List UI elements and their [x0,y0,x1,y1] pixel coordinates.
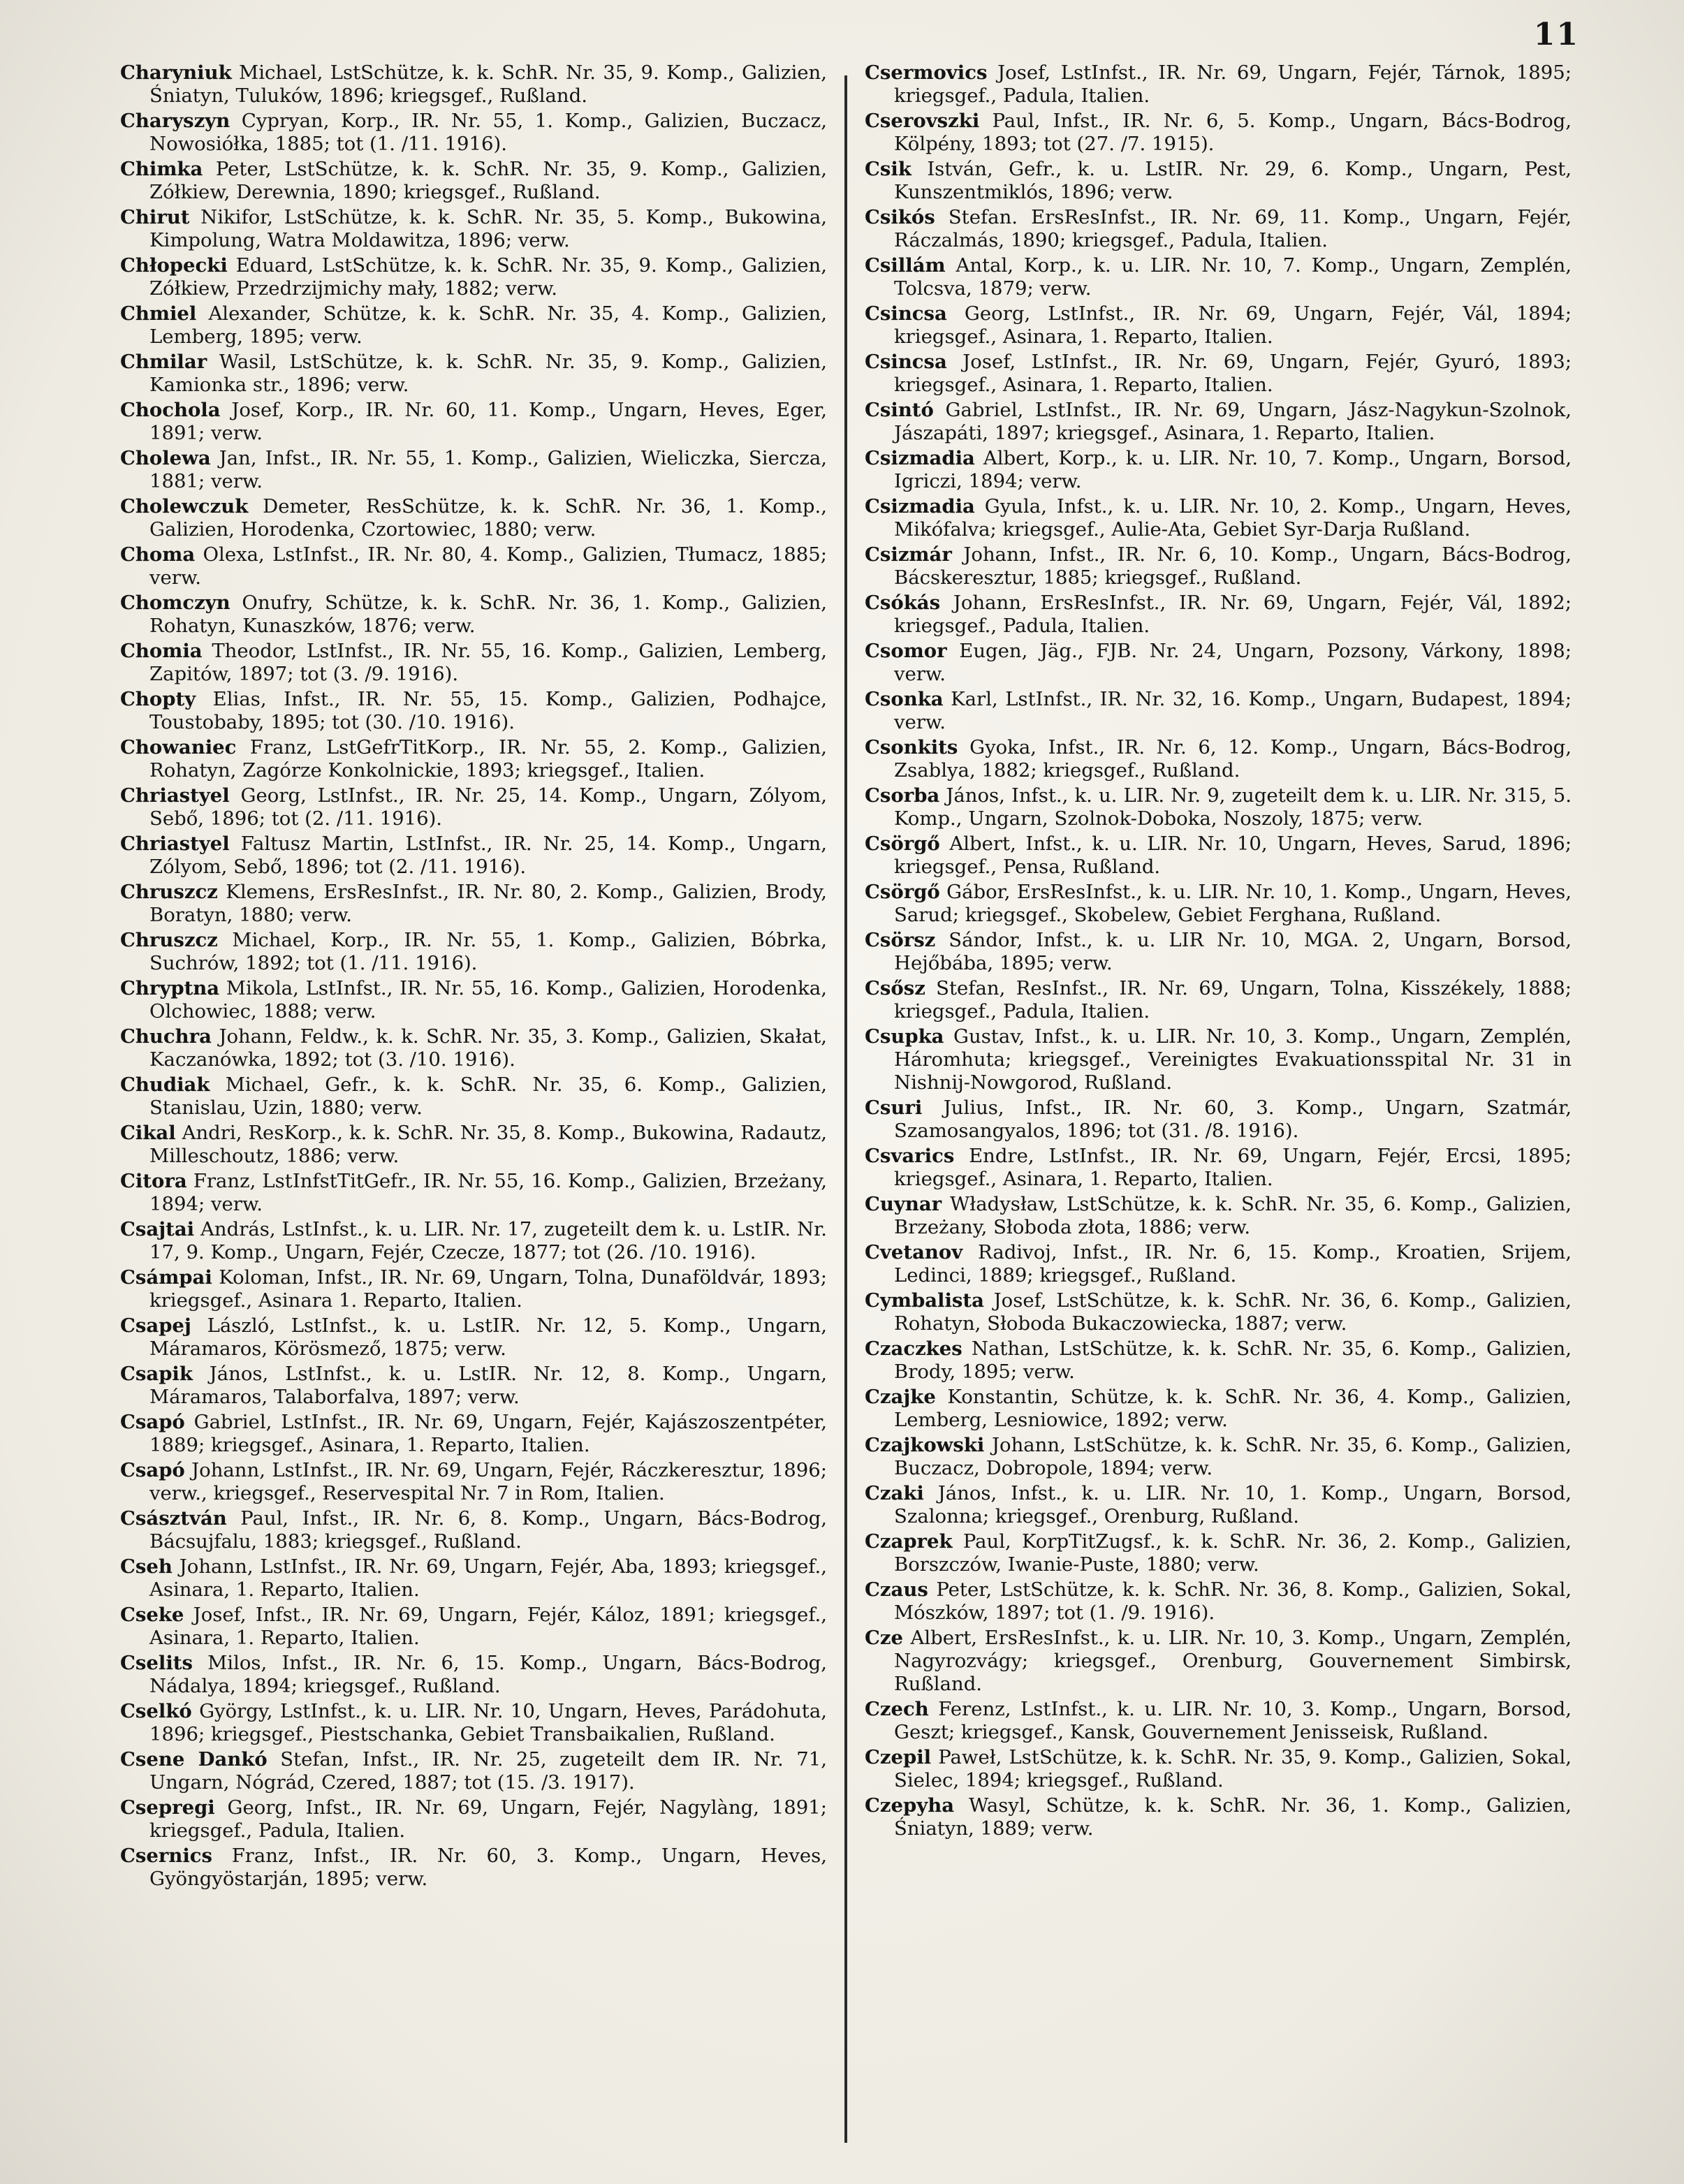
entry-name: Csörgő [865,881,940,903]
list-item [865,929,1572,975]
list-item [865,543,1572,589]
list-item [120,1845,827,1891]
entry-name: Csizmár [865,543,952,566]
list-item [865,640,1572,686]
entry-name: Czaczkes [865,1337,962,1360]
list-item [865,1145,1572,1191]
entry-name: Csapó [120,1411,185,1433]
entry-text: Josef, LstSchütze, k. k. SchR. Nr. 36, 6. Komp., Galizien, Rohatyn, Słoboda Bukaczowiecka, 1887; verw. [894,1289,1572,1335]
entry-name: Csene Dankó [120,1748,268,1771]
list-item [120,881,827,927]
list-item [120,254,827,300]
entry-name: Choma [120,543,196,566]
entry-name: Csupka [865,1025,944,1048]
list-item [120,1796,827,1842]
entry-text: Josef, Korp., IR. Nr. 60, 11. Komp., Ungarn, Heves, Eger, 1891; verw. [149,399,827,444]
entry-text: Gabriel, LstInfst., IR. Nr. 69, Ungarn, Jász-Nagykun-Szolnok, Jászapáti, 1897; kriegsgef., Asinara, 1. Reparto, Italien. [894,399,1572,444]
entry-name: Csepregi [120,1796,215,1819]
list-item [120,1411,827,1457]
entry-text: Antal, Korp., k. u. LIR. Nr. 10, 7. Komp., Ungarn, Zemplén, Tolcsva, 1879; verw. [894,254,1572,300]
entry-text: Franz, LstInfstTitGefr., IR. Nr. 55, 16. Komp., Galizien, Brzeżany, 1894; verw. [149,1170,827,1215]
entry-text: Georg, LstInfst., IR. Nr. 69, Ungarn, Fejér, Vál, 1894; kriegsgef., Asinara, 1. Reparto, Italien. [894,302,1572,348]
entry-text: Cypryan, Korp., IR. Nr. 55, 1. Komp., Galizien, Buczacz, Nowosiółka, 1885; tot (1. /11. 1916). [149,110,827,155]
list-item [865,688,1572,734]
list-item [865,110,1572,156]
entry-name: Cze [865,1627,903,1649]
page-number: 11 [1533,17,1579,52]
list-item [120,206,827,252]
entry-text: Theodor, LstInfst., IR. Nr. 55, 16. Komp., Galizien, Lemberg, Zapitów, 1897; tot (3. /9. 1916). [149,640,827,685]
entry-text: György, LstInfst., k. u. LIR. Nr. 10, Ungarn, Heves, Parádohuta, 1896; kriegsgef., Piestschanka, Gebiet Transbaikalien, Rußland. [149,1700,827,1745]
entry-text: Olexa, LstInfst., IR. Nr. 80, 4. Komp., Galizien, Tłumacz, 1885; verw. [149,543,827,589]
entry-text: Milos, Infst., IR. Nr. 6, 15. Komp., Ungarn, Bács-Bodrog, Nádalya, 1894; kriegsgef., Rußland. [149,1652,827,1697]
list-item [120,1363,827,1409]
entry-name: Csvarics [865,1145,955,1167]
list-item [865,399,1572,445]
list-item [120,447,827,493]
list-item [120,302,827,349]
list-item [865,447,1572,493]
entry-text: Josef, Infst., IR. Nr. 69, Ungarn, Fejér, Káloz, 1891; kriegsgef., Asinara, 1. Reparto, Italien. [149,1604,827,1649]
entry-name: Chryptna [120,977,220,999]
entry-text: Wasil, LstSchütze, k. k. SchR. Nr. 35, 9. Komp., Galizien, Kamionka str., 1896; verw. [149,351,827,396]
list-item [865,1337,1572,1384]
entry-text: Paul, Infst., IR. Nr. 6, 8. Komp., Ungarn, Bács-Bodrog, Bácsujfalu, 1883; kriegsgef., Rußland. [149,1507,827,1553]
entry-name: Czaprek [865,1530,953,1553]
list-item [120,1459,827,1505]
entry-name: Csapik [120,1363,193,1385]
entry-name: Csizmadia [865,447,975,469]
list-item [120,1652,827,1698]
entry-text: Radivoj, Infst., IR. Nr. 6, 15. Komp., Kroatien, Srijem, Ledinci, 1889; kriegsgef., Rußland. [894,1241,1572,1287]
list-item [865,1627,1572,1696]
entry-name: Czajke [865,1386,936,1408]
entry-text: Albert, ErsResInfst., k. u. LIR. Nr. 10, 3. Komp., Ungarn, Zemplén, Nagyrozvágy; kriegsgef., Orenburg, Gouvernement Simbirsk, Rußland. [894,1627,1572,1695]
entry-name: Csörgő [865,833,940,855]
entry-text: Peter, LstSchütze, k. k. SchR. Nr. 35, 9. Komp., Galizien, Zółkiew, Derewnia, 1890; kriegsgef., Rußland. [149,158,827,203]
list-item [120,1555,827,1602]
entry-name: Csősz [865,977,925,999]
entry-text: Franz, LstGefrTitKorp., IR. Nr. 55, 2. Komp., Galizien, Rohatyn, Zagórze Konkolnickie, 1893; kriegsgef., Italien. [149,736,827,782]
right-column [865,61,1572,2154]
entry-text: Peter, LstSchütze, k. k. SchR. Nr. 36, 8. Komp., Galizien, Sokal, Mószków, 1897; tot (1. /9. 1916). [894,1578,1572,1624]
entry-text: Klemens, ErsResInfst., IR. Nr. 80, 2. Komp., Galizien, Brody, Boratyn, 1880; verw. [149,881,827,926]
entry-text: Endre, LstInfst., IR. Nr. 69, Ungarn, Fejér, Ercsi, 1895; kriegsgef., Asinara, 1. Reparto, Italien. [894,1145,1572,1190]
column-divider [844,75,847,2143]
entry-text: Johann, LstInfst., IR. Nr. 69, Ungarn, Fejér, Ráczkeresztur, 1896; verw., kriegsgef., Reservespital Nr. 7 in Rom, Italien. [149,1459,827,1504]
entry-text: János, Infst., k. u. LIR. Nr. 10, 1. Komp., Ungarn, Borsod, Szalonna; kriegsgef., Orenburg, Rußland. [894,1482,1572,1527]
entry-name: Csapó [120,1459,185,1481]
list-item [865,736,1572,782]
entry-text: Konstantin, Schütze, k. k. SchR. Nr. 36, 4. Komp., Galizien, Lemberg, Lesniowice, 1892; verw. [894,1386,1572,1431]
entry-name: Citora [120,1170,187,1192]
list-item [865,158,1572,204]
entry-text: Johann, Infst., IR. Nr. 6, 10. Komp., Ungarn, Bács-Bodrog, Bácskeresztur, 1885; kriegsgef., Rußland. [894,543,1572,589]
entry-text: Michael, LstSchütze, k. k. SchR. Nr. 35, 9. Komp., Galizien, Śniatyn, Tuluków, 1896; kriegsgef., Rußland. [149,61,827,107]
list-item [120,61,827,108]
entry-name: Cholewczuk [120,495,249,518]
list-item [120,1218,827,1264]
entry-name: Chruszcz [120,929,218,951]
list-item [865,1578,1572,1625]
list-item [120,1170,827,1216]
entry-name: Csomor [865,640,947,662]
entry-name: Csikós [865,206,935,228]
entry-name: Csonka [865,688,944,710]
entry-name: Czech [865,1698,929,1720]
list-item [865,495,1572,541]
entry-name: Charyszyn [120,110,230,132]
list-item [865,351,1572,397]
entry-name: Czepil [865,1746,932,1768]
entry-name: Csintó [865,399,934,421]
entry-text: Michael, Korp., IR. Nr. 55, 1. Komp., Galizien, Bóbrka, Suchrów, 1892; tot (1. /11. 1916). [149,929,827,974]
entry-text: Władysław, LstSchütze, k. k. SchR. Nr. 35, 6. Komp., Galizien, Brzeżany, Słoboda złota, 1886; verw. [894,1193,1572,1238]
entry-text: Mikola, LstInfst., IR. Nr. 55, 16. Komp., Galizien, Horodenka, Olchowiec, 1888; verw. [149,977,827,1023]
entry-text: János, Infst., k. u. LIR. Nr. 9, zugeteilt dem k. u. LIR. Nr. 315, 5. Komp., Ungarn, Szolnok-Doboka, Noszoly, 1875; verw. [894,784,1572,830]
entry-name: Chłopecki [120,254,228,277]
list-item [120,784,827,830]
entry-text: László, LstInfst., k. u. LstIR. Nr. 12, 5. Komp., Ungarn, Máramaros, Körösmező, 1875; verw. [149,1314,827,1360]
list-item [120,592,827,638]
list-item [865,1530,1572,1576]
entry-text: Johann, Feldw., k. k. SchR. Nr. 35, 3. Komp., Galizien, Skałat, Kaczanówka, 1892; tot (3. /10. 1916). [149,1025,827,1071]
list-item [120,1700,827,1746]
entry-text: Johann, LstInfst., IR. Nr. 69, Ungarn, Fejér, Aba, 1893; kriegsgef., Asinara, 1. Reparto, Italien. [149,1555,827,1601]
list-item [120,1266,827,1312]
list-item [120,977,827,1023]
entry-name: Csorba [865,784,940,807]
list-item [120,1507,827,1553]
entry-name: Csámpai [120,1266,212,1289]
entry-name: Cikal [120,1122,176,1144]
entry-text: Wasyl, Schütze, k. k. SchR. Nr. 36, 1. Komp., Galizien, Śniatyn, 1889; verw. [894,1794,1572,1840]
entry-text: Demeter, ResSchütze, k. k. SchR. Nr. 36, 1. Komp., Galizien, Horodenka, Czortowiec, 1880; verw. [149,495,827,541]
list-item [865,1698,1572,1744]
entry-text: Gábor, ErsResInfst., k. u. LIR. Nr. 10, 1. Komp., Ungarn, Heves, Sarud; kriegsgef., Skobelew, Gebiet Ferghana, Rußland. [894,881,1572,926]
entry-text: Nathan, LstSchütze, k. k. SchR. Nr. 35, 6. Komp., Galizien, Brody, 1895; verw. [894,1337,1572,1383]
entry-name: Czaki [865,1482,924,1504]
list-item [865,1025,1572,1094]
list-item [120,1604,827,1650]
entry-text: Stefan, Infst., IR. Nr. 25, zugeteilt dem IR. Nr. 71, Ungarn, Nógrád, Czered, 1887; tot (15. /3. 1917). [149,1748,827,1794]
entry-text: Franz, Infst., IR. Nr. 60, 3. Komp., Ungarn, Heves, Gyöngyöstarján, 1895; verw. [149,1845,827,1890]
entry-name: Csermovics [865,61,988,84]
entry-text: Eduard, LstSchütze, k. k. SchR. Nr. 35, 9. Komp., Galizien, Zółkiew, Przedrzijmichy mały, 1882; verw. [149,254,827,300]
entry-name: Chriastyel [120,833,230,855]
entry-name: Chopty [120,688,196,710]
entry-name: Csonkits [865,736,958,758]
entry-name: Csizmadia [865,495,975,518]
entry-name: Cserovszki [865,110,980,132]
entry-name: Csillám [865,254,946,277]
entry-text: Paweł, LstSchütze, k. k. SchR. Nr. 35, 9. Komp., Galizien, Sokal, Sielec, 1894; kriegsgef., Rußland. [894,1746,1572,1791]
entry-text: Gustav, Infst., k. u. LIR. Nr. 10, 3. Komp., Ungarn, Zemplén, Háromhuta; kriegsgef., Vereinigtes Evakuationsspital Nr. 31 in Nishnij-Nowgorod, Rußland. [894,1025,1572,1094]
list-item [865,302,1572,349]
list-item [120,495,827,541]
list-item [120,640,827,686]
left-column [120,61,827,2154]
list-item [865,1193,1572,1239]
entry-text: Albert, Infst., k. u. LIR. Nr. 10, Ungarn, Heves, Sarud, 1896; kriegsgef., Pensa, Rußland. [894,833,1572,878]
entry-name: Czajkowski [865,1434,985,1456]
list-item [865,1746,1572,1792]
list-item [865,254,1572,300]
list-item [865,61,1572,108]
list-item [865,206,1572,252]
entry-name: Csernics [120,1845,213,1867]
entry-name: Csincsa [865,302,947,325]
entry-name: Cvetanov [865,1241,963,1263]
entry-name: Cseke [120,1604,184,1626]
entry-text: Johann, ErsResInfst., IR. Nr. 69, Ungarn, Fejér, Vál, 1892; kriegsgef., Padula, Italien. [894,592,1572,637]
entry-text: Josef, LstInfst., IR. Nr. 69, Ungarn, Fejér, Gyuró, 1893; kriegsgef., Asinara, 1. Reparto, Italien. [894,351,1572,396]
entry-name: Charyniuk [120,61,232,84]
entry-name: Chirut [120,206,190,228]
entry-name: Cuynar [865,1193,942,1215]
list-item [120,158,827,204]
list-item [865,1482,1572,1528]
entry-name: Cymbalista [865,1289,984,1312]
entry-text: Faltusz Martin, LstInfst., IR. Nr. 25, 14. Komp., Ungarn, Zólyom, Sebő, 1896; tot (2. /11. 1916). [149,833,827,878]
list-item [120,929,827,975]
entry-name: Chmilar [120,351,207,373]
entry-text: Michael, Gefr., k. k. SchR. Nr. 35, 6. Komp., Galizien, Stanislau, Uzin, 1880; verw. [149,1073,827,1119]
entry-text: Georg, LstInfst., IR. Nr. 25, 14. Komp., Ungarn, Zólyom, Sebő, 1896; tot (2. /11. 1916). [149,784,827,830]
entry-text: Andri, ResKorp., k. k. SchR. Nr. 35, 8. Komp., Bukowina, Radautz, Milleschoutz, 1886; verw. [149,1122,827,1167]
entry-name: Chochola [120,399,221,421]
entry-name: Czepyha [865,1794,955,1817]
entry-text: Julius, Infst., IR. Nr. 60, 3. Komp., Ungarn, Szatmár, Szamosangyalos, 1896; tot (31. /8. 1916). [894,1097,1572,1142]
entry-text: Josef, LstInfst., IR. Nr. 69, Ungarn, Fejér, Tárnok, 1895; kriegsgef., Padula, Italien. [894,61,1572,107]
entry-text: András, LstInfst., k. u. LIR. Nr. 17, zugeteilt dem k. u. LstIR. Nr. 17, 9. Komp., Ungarn, Fejér, Czecze, 1877; tot (26. /10. 1916). [149,1218,827,1263]
two-column-layout [120,61,1572,2154]
entry-text: Paul, Infst., IR. Nr. 6, 5. Komp., Ungarn, Bács-Bodrog, Kölpény, 1893; tot (27. /7. 1915). [894,110,1572,155]
entry-name: Chudiak [120,1073,210,1096]
entry-name: Czaus [865,1578,928,1601]
entry-name: Cselkó [120,1700,192,1722]
entry-text: Albert, Korp., k. u. LIR. Nr. 10, 7. Komp., Ungarn, Borsod, Igriczi, 1894; verw. [894,447,1572,492]
entry-text: Koloman, Infst., IR. Nr. 69, Ungarn, Tolna, Dunaföldvár, 1893; kriegsgef., Asinara 1. Reparto, Italien. [149,1266,827,1312]
entry-name: Csincsa [865,351,947,373]
list-item [120,833,827,879]
list-item [120,1025,827,1071]
list-item [120,688,827,734]
entry-name: Csapej [120,1314,191,1337]
list-item [865,1794,1572,1840]
list-item [120,1314,827,1361]
entry-text: János, LstInfst., k. u. LstIR. Nr. 12, 8. Komp., Ungarn, Máramaros, Talaborfalva, 1897; verw. [149,1363,827,1408]
entry-name: Csuri [865,1097,923,1119]
entry-text: Elias, Infst., IR. Nr. 55, 15. Komp., Galizien, Podhajce, Toustobaby, 1895; tot (30. /10. 1916). [149,688,827,733]
entry-name: Chruszcz [120,881,218,903]
entry-text: Johann, LstSchütze, k. k. SchR. Nr. 35, 6. Komp., Galizien, Buczacz, Dobropole, 1894; verw. [894,1434,1572,1479]
entry-text: Stefan, ResInfst., IR. Nr. 69, Ungarn, Tolna, Kisszékely, 1888; kriegsgef., Padula, Italien. [894,977,1572,1023]
entry-name: Csik [865,158,911,180]
entry-text: Georg, Infst., IR. Nr. 69, Ungarn, Fejér, Nagylàng, 1891; kriegsgef., Padula, Italien. [149,1796,827,1842]
entry-text: Karl, LstInfst., IR. Nr. 32, 16. Komp., Ungarn, Budapest, 1894; verw. [894,688,1572,733]
entry-name: Chomczyn [120,592,230,614]
list-item [865,1241,1572,1287]
entry-name: Csókás [865,592,941,614]
entry-text: Nikifor, LstSchütze, k. k. SchR. Nr. 35, 5. Komp., Bukowina, Kimpolung, Watra Moldawitza, 1896; verw. [149,206,827,251]
list-item [865,1434,1572,1480]
entry-name: Cselits [120,1652,193,1674]
entry-name: Chimka [120,158,203,180]
list-item [120,736,827,782]
list-item [865,833,1572,879]
entry-text: Ferenz, LstInfst., k. u. LIR. Nr. 10, 3. Komp., Ungarn, Borsod, Geszt; kriegsgef., Kansk, Gouvernement Jenisseisk, Rußland. [894,1698,1572,1743]
list-item [120,1122,827,1168]
list-item [120,110,827,156]
entry-text: Jan, Infst., IR. Nr. 55, 1. Komp., Galizien, Wieliczka, Siercza, 1881; verw. [149,447,827,492]
list-item [120,1073,827,1120]
entry-name: Csörsz [865,929,936,951]
list-item [865,784,1572,830]
entry-text: Gyoka, Infst., IR. Nr. 6, 12. Komp., Ungarn, Bács-Bodrog, Zsablya, 1882; kriegsgef., Rußland. [894,736,1572,782]
entry-text: Gabriel, LstInfst., IR. Nr. 69, Ungarn, Fejér, Kajászoszentpéter, 1889; kriegsgef., Asinara, 1. Reparto, Italien. [149,1411,827,1456]
entry-name: Chmiel [120,302,197,325]
entry-text: Gyula, Infst., k. u. LIR. Nr. 10, 2. Komp., Ungarn, Heves, Mikófalva; kriegsgef., Aulie-Ata, Gebiet Syr-Darja Rußland. [894,495,1572,541]
list-item [865,881,1572,927]
entry-text: Eugen, Jäg., FJB. Nr. 24, Ungarn, Pozsony, Várkony, 1898; verw. [894,640,1572,685]
list-item [865,1289,1572,1335]
list-item [120,543,827,589]
list-item [120,1748,827,1794]
list-item [865,977,1572,1023]
entry-name: Chuchra [120,1025,212,1048]
entry-name: Chowaniec [120,736,237,758]
entry-text: Onufry, Schütze, k. k. SchR. Nr. 36, 1. Komp., Galizien, Rohatyn, Kunaszków, 1876; verw. [149,592,827,637]
entry-text: Alexander, Schütze, k. k. SchR. Nr. 35, 4. Komp., Galizien, Lemberg, 1895; verw. [149,302,827,348]
entry-text: Stefan. ErsResInfst., IR. Nr. 69, 11. Komp., Ungarn, Fejér, Ráczalmás, 1890; kriegsgef., Padula, Italien. [894,206,1572,251]
entry-name: Császtván [120,1507,227,1530]
entry-name: Csajtai [120,1218,195,1240]
entry-name: Chriastyel [120,784,230,807]
entry-name: Cholewa [120,447,211,469]
entry-text: István, Gefr., k. u. LstIR. Nr. 29, 6. Komp., Ungarn, Pest, Kunszentmiklós, 1896; verw. [894,158,1572,203]
list-item [865,592,1572,638]
list-item [120,351,827,397]
list-item [865,1386,1572,1432]
list-item [120,399,827,445]
entry-name: Cseh [120,1555,173,1578]
list-item [865,1097,1572,1143]
entry-text: Sándor, Infst., k. u. LIR Nr. 10, MGA. 2, Ungarn, Borsod, Hejőbába, 1895; verw. [894,929,1572,974]
entry-text: Paul, KorpTitZugsf., k. k. SchR. Nr. 36, 2. Komp., Galizien, Borszczów, Iwanie-Puste, 1880; verw. [894,1530,1572,1576]
entry-name: Chomia [120,640,203,662]
